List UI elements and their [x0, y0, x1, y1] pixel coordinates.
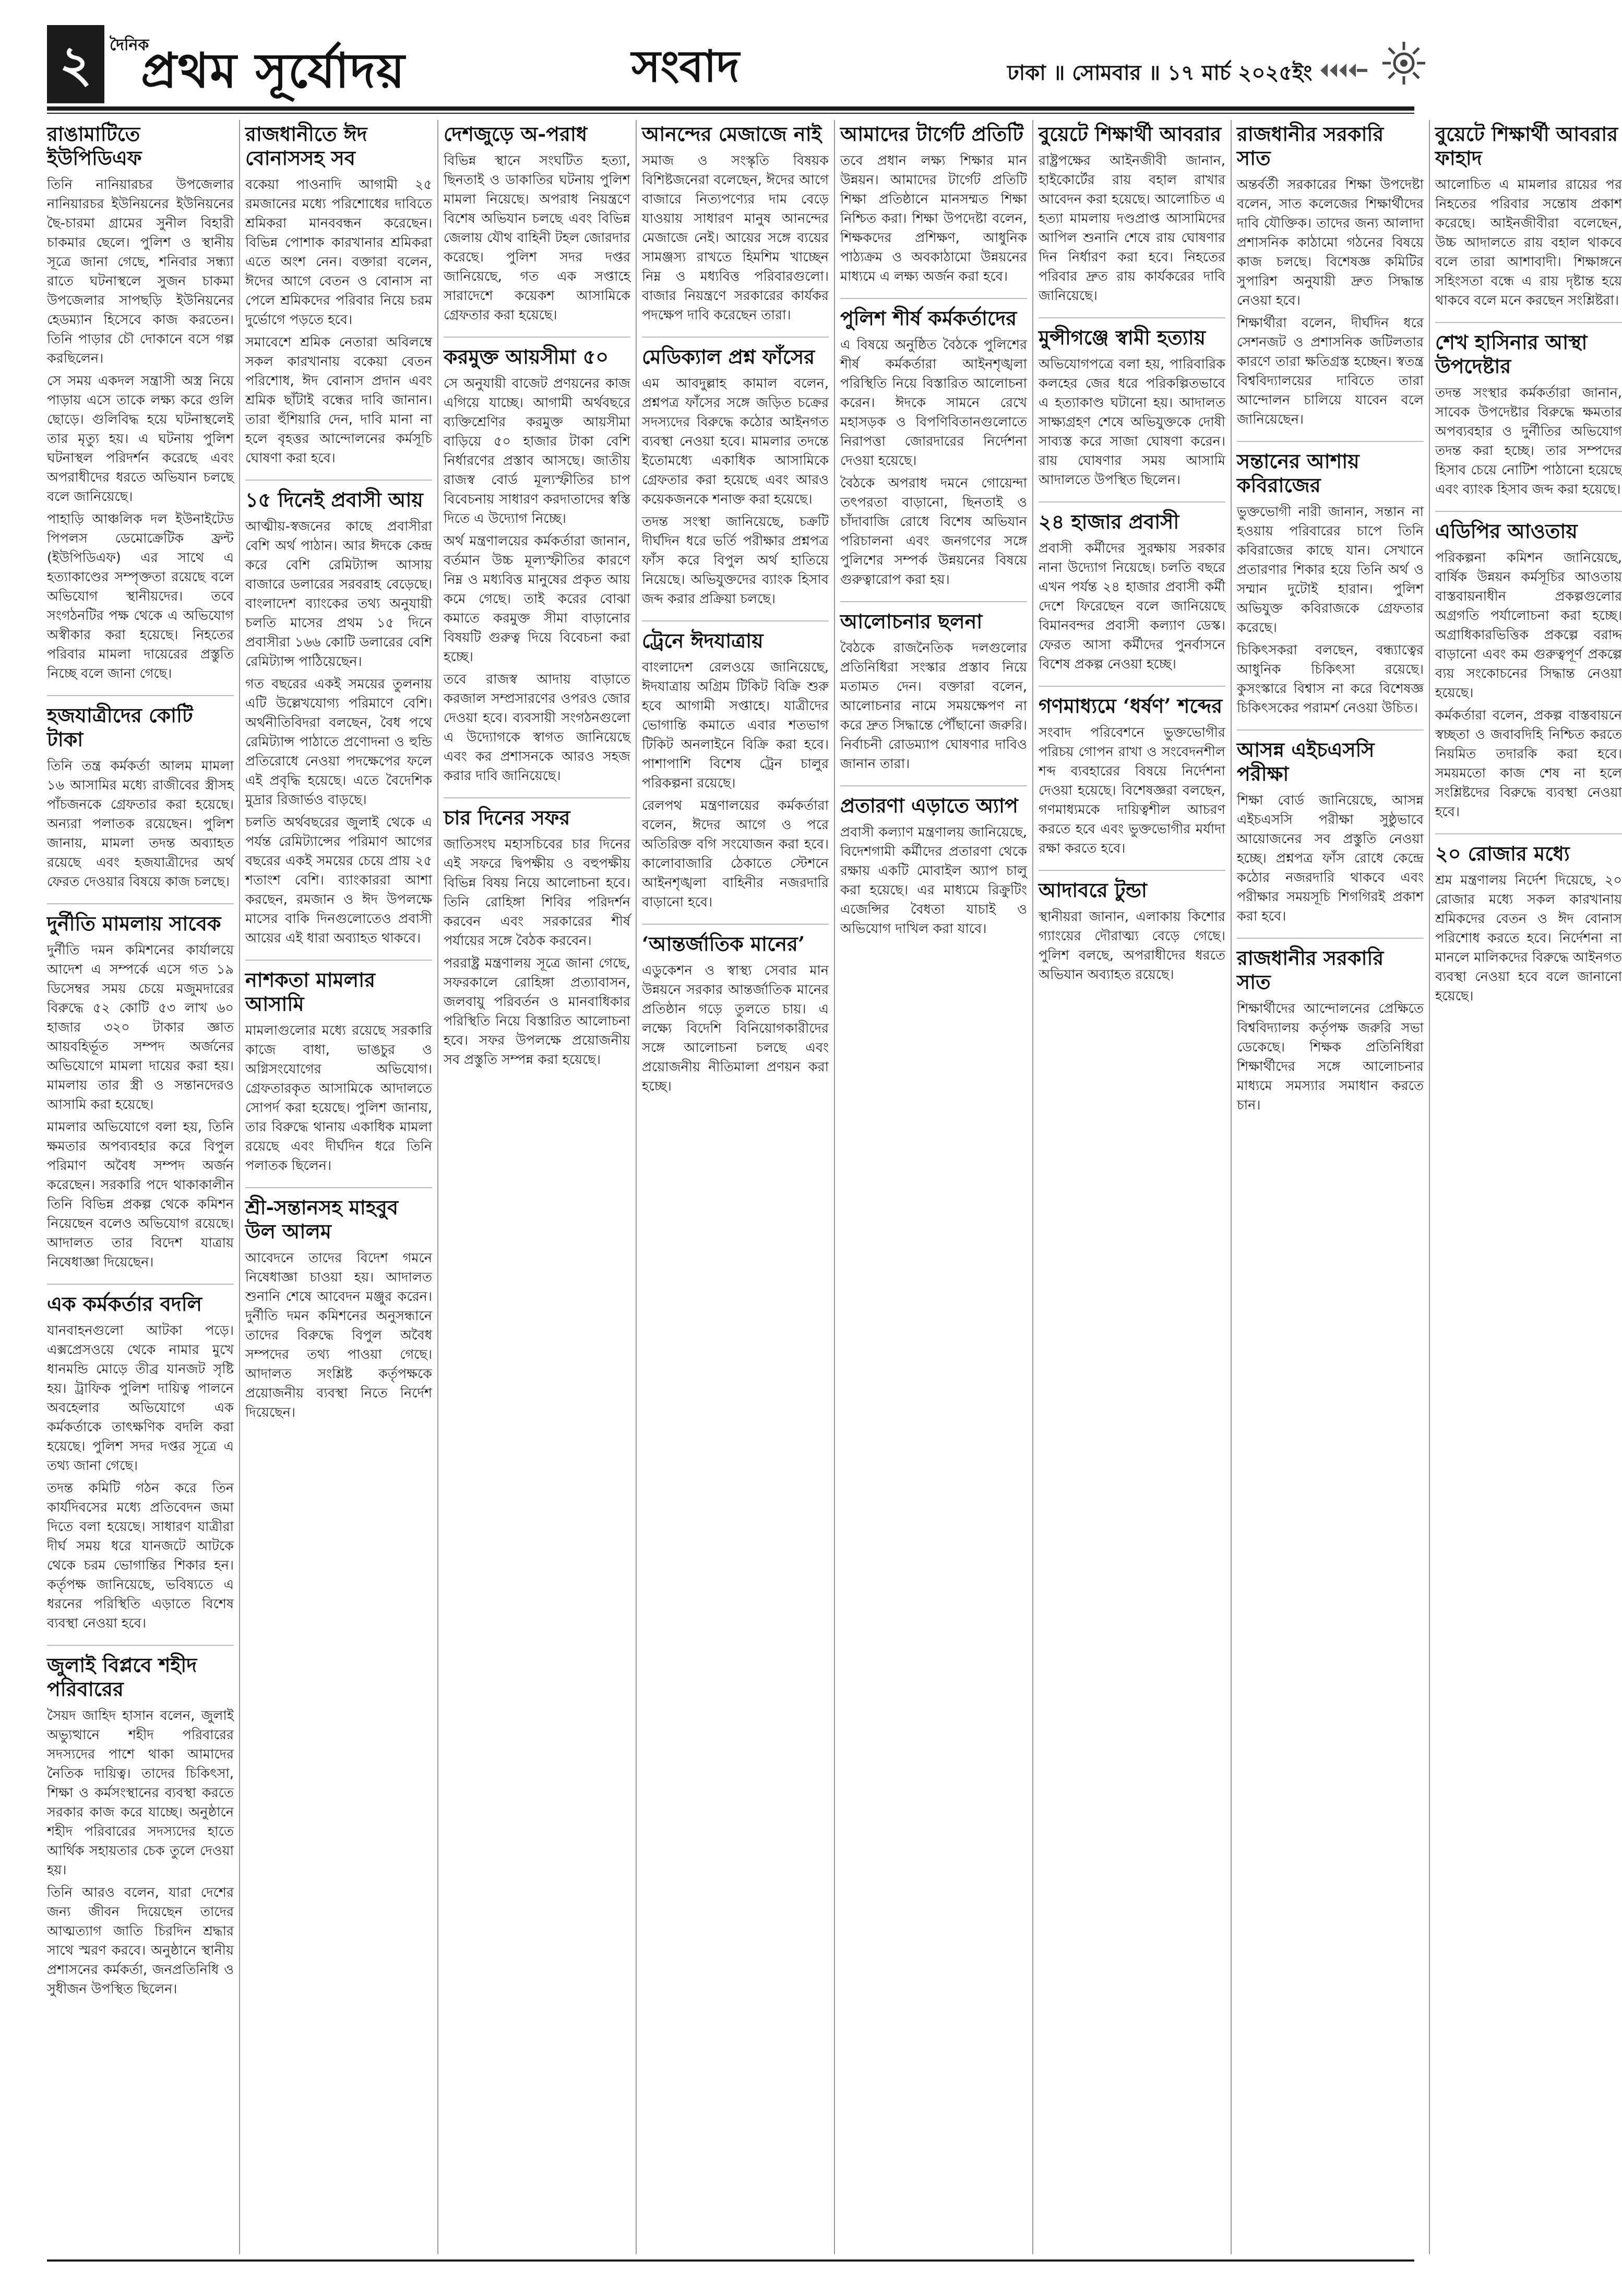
news-story [444, 122, 630, 325]
story-divider [840, 785, 1027, 786]
story-paragraph: বিভিন্ন স্থানে সংঘটিত হত্যা, ছিনতাই ও ডাকাতির ঘটনায় পুলিশ মামলা নিয়েছে। অপরাধ নিয়ন্ত্রণে বিশেষ অভিযান চলছে এবং বিভিন্ন জেলায় যৌথ বাহিনী টহল জোরদার করেছে। পুলিশ সদর দপ্তর জানিয়েছে, গত এক সপ্তাহে সারাদেশে কয়েকশ আসামিকে গ্রেফতার করা হয়েছে। [444, 153, 630, 323]
news-story [840, 122, 1027, 286]
story-paragraph: শিক্ষার্থীরা বলেন, দীর্ঘদিন ধরে সেশনজট ও প্রশাসনিক জটিলতার কারণে তারা ক্ষতিগ্রস্ত হচ্ছেন। স্বতন্ত্র বিশ্ববিদ্যালয়ের দাবিতে তারা আন্দোলন চালিয়ে যাবেন বলে জানিয়েছেন। [1237, 315, 1424, 427]
story-headline: দুর্নীতি মামলায় সাবেক [47, 912, 221, 935]
story-paragraph: তদন্ত সংস্থার কর্মকর্তারা জানান, সাবেক উপদেষ্টার বিরুদ্ধে ক্ষমতার অপব্যবহার ও দুর্নীতির অভিযোগ তদন্ত করা হচ্ছে। তার সম্পদের হিসাব চেয়ে নোটিশ পাঠানো হয়েছে এবং ব্যাংক হিসাব জব্দ করা হয়েছে। [1435, 385, 1622, 497]
story-divider [245, 1187, 432, 1188]
news-story [245, 968, 432, 1176]
news-story [1435, 519, 1622, 822]
story-divider [642, 337, 829, 338]
story-headline: ২০ রোজার মধ্যে [1435, 842, 1570, 865]
news-story [1237, 122, 1424, 429]
story-paragraph: পাহাড়ি আঞ্চলিক দল ইউনাইটেড পিপলস ডেমোক্রেটিক ফ্রন্ট (ইউপিডিএফ) এর সাথে এ হত্যাকাণ্ডের সম্পৃক্ততা রয়েছে বলে অভিযোগ স্থানীয়দের। তবে সংগঠনটির পক্ষ থেকে এ অভিযোগ অস্বীকার করা হয়েছে। নিহতের পরিবার মামলা দায়েরের প্রস্তুতি নিচ্ছে বলে জানা গেছে। [47, 511, 234, 681]
news-story [1237, 738, 1424, 926]
column-separator [1429, 120, 1430, 2254]
story-paragraph: সংবাদ পরিবেশনে ভুক্তভোগীর পরিচয় গোপন রাখা ও সংবেদনশীল শব্দ ব্যবহারের বিষয়ে নির্দেশনা দেওয়া হয়েছে। বিশেষজ্ঞরা বলছেন, গণমাধ্যমকে দায়িত্বশীল আচরণ করতে হবে এবং ভুক্তভোগীর মর্যাদা রক্ষা করতে হবে। [1039, 725, 1225, 856]
story-headline: রাজধানীর সরকারি সাত [1237, 122, 1384, 170]
story-divider [1435, 322, 1622, 323]
article-columns [47, 120, 1622, 2254]
story-divider [245, 960, 432, 961]
story-divider [47, 1645, 234, 1646]
story-paragraph: যানবাহনগুলো আটকা পড়ে। এক্সপ্রেসওয়ে থেকে নামার মুখে ধানমন্ডি মোড়ে তীব্র যানজট সৃষ্টি হয়। ট্রাফিক পুলিশ দায়িত্ব পালনে অবহেলার অভিযোগে এক কর্মকর্তাকে তাৎক্ষণিক বদলি করা হয়েছে। পুলিশ সদর দপ্তর সূত্রে এ তথ্য জানা গেছে। [47, 1323, 234, 1474]
news-story [840, 306, 1027, 590]
story-paragraph: শিক্ষা বোর্ড জানিয়েছে, আসন্ন এইচএসসি পরীক্ষা সুষ্ঠুভাবে আয়োজনের সব প্রস্তুতি নেওয়া হচ্ছে। প্রশ্নপত্র ফাঁস রোধে কেন্দ্রে কঠোর নজরদারি থাকবে এবং পরীক্ষার সময়সূচি শিগগিরই প্রকাশ করা হবে। [1237, 793, 1424, 924]
story-paragraph: গত বছরের একই সময়ের তুলনায় এটি উল্লেখযোগ্য পরিমাণে বেশি। অর্থনীতিবিদরা বলছেন, বৈধ পথে রেমিট্যান্স পাঠাতে প্রণোদনা ও হুন্ডি প্রতিরোধে নেওয়া পদক্ষেপের ফলে এই প্রবৃদ্ধি হয়েছে। এতে বৈদেশিক মুদ্রার রিজার্ভও বাড়ছে। [245, 676, 432, 808]
column-4 [642, 120, 829, 2254]
news-story [245, 122, 432, 468]
story-headline: আনন্দের মেজাজে নাই [642, 122, 822, 146]
story-paragraph: রেলপথ মন্ত্রণালয়ের কর্মকর্তারা বলেন, ঈদের আগে ও পরে অতিরিক্ত বগি সংযোজন করা হবে। কালোবাজারি ঠেকাতে স্টেশনে আইনশৃঙ্খলা বাহিনীর নজরদারি বাড়ানো হবে। [642, 798, 829, 910]
column-separator [437, 120, 438, 2254]
news-story [47, 122, 234, 684]
story-headline: আদাবরে টুন্ডা [1039, 878, 1147, 902]
story-divider [47, 1284, 234, 1285]
news-story [840, 609, 1027, 774]
page-number: ২ [47, 25, 104, 103]
story-paragraph: পররাষ্ট্র মন্ত্রণালয় সূত্রে জানা গেছে, সফরকালে রোহিঙ্গা প্রত্যাবাসন, জলবায়ু পরিবর্তন ও মানবাধিকার পরিস্থিতি নিয়ে বিস্তারিত আলোচনা হবে। সফর উপলক্ষে প্রয়োজনীয় সব প্রস্তুতি সম্পন্ন করা হয়েছে। [444, 955, 630, 1068]
news-story [245, 488, 432, 948]
column-1 [47, 120, 234, 2254]
sun-ornament-icon [1380, 40, 1427, 87]
story-paragraph: সৈয়দ জাহিদ হাসান বলেন, জুলাই অভ্যুত্থানে শহীদ পরিবারের সদস্যদের পাশে থাকা আমাদের নৈতিক দায়িত্ব। তাদের চিকিৎসা, শিক্ষা ও কর্মসংস্থানের ব্যবস্থা করতে সরকার কাজ করে যাচ্ছে। অনুষ্ঠানে শহীদ পরিবারের সদস্যদের হাতে আর্থিক সহায়তার চেক তুলে দেওয়া হয়। [47, 1708, 234, 1878]
story-paragraph: ভুক্তভোগী নারী জানান, সন্তান না হওয়ায় পরিবারের চাপে তিনি কবিরাজের কাছে যান। সেখানে প্রতারণার শিকার হয়ে তিনি অর্থ ও সম্মান দুটোই হারান। পুলিশ অভিযুক্ত কবিরাজকে গ্রেফতার করেছে। [1237, 504, 1424, 636]
news-story [1435, 842, 1622, 1006]
story-headline: ‘আন্তর্জাতিক মানের’ [642, 932, 805, 955]
news-story [642, 932, 829, 1096]
news-story [1039, 326, 1225, 490]
story-headline: আলোচনার ছলনা [840, 609, 983, 633]
news-story [1039, 510, 1225, 674]
news-story [1435, 122, 1622, 310]
news-story [47, 1292, 234, 1633]
story-divider [1237, 441, 1424, 442]
story-headline: দেশজুড়ে অ-পরাধ [444, 122, 588, 146]
story-paragraph: তিনি তন্ত্র কর্মকর্তা আলম মামলা ১৬ আসামির মধ্যে রাজীবের স্ত্রীসহ পাঁচজনকে গ্রেফতার করা হয়েছে। অন্যরা পলাতক রয়েছেন। পুলিশ জানায়, মামলা তদন্ত অব্যাহত রয়েছে এবং হজযাত্রীদের অর্থ ফেরত দেওয়ার বিষয়ে কাজ চলছে। [47, 758, 234, 890]
news-story [245, 1195, 432, 1422]
story-headline: পুলিশ শীর্ষ কর্মকর্তাদের [840, 306, 1017, 330]
story-paragraph: প্রবাসী কল্যাণ মন্ত্রণালয় জানিয়েছে, বিদেশগামী কর্মীদের প্রতারণা থেকে রক্ষায় একটি মোবাইল অ্যাপ চালু করা হয়েছে। এর মাধ্যমে রিক্রুটিং এজেন্সির বৈধতা যাচাই ও অভিযোগ দাখিল করা যাবে। [840, 824, 1027, 937]
story-paragraph: রাষ্ট্রপক্ষের আইনজীবী জানান, হাইকোর্টের রায় বহাল রাখার আবেদন করা হয়েছে। আলোচিত এ হত্যা মামলায় দণ্ডপ্রাপ্ত আসামিদের আপিল শুনানি শেষে রায় ঘোষণার দিন নির্ধারণ করা হবে। নিহতের পরিবার দ্রুত রায় কার্যকরের দাবি জানিয়েছে। [1039, 153, 1225, 304]
story-paragraph: বাংলাদেশ রেলওয়ে জানিয়েছে, ঈদযাত্রায় অগ্রিম টিকিট বিক্রি শুরু হবে আগামী সপ্তাহে। যাত্রীদের ভোগান্তি কমাতে এবার শতভাগ টিকিট অনলাইনে বিক্রি করা হবে। পাশাপাশি বিশেষ ট্রেন চালুর পরিকল্পনা রয়েছে। [642, 660, 829, 791]
story-paragraph: মামলাগুলোর মধ্যে রয়েছে সরকারি কাজে বাধা, ভাঙচুর ও অগ্নিসংযোগের অভিযোগ। গ্রেফতারকৃত আসামিকে আদালতে সোপর্দ করা হয়েছে। পুলিশ জানায়, তার বিরুদ্ধে থানায় একাধিক মামলা রয়েছে এবং দীর্ঘদিন ধরে তিনি পলাতক ছিলেন। [245, 1023, 432, 1174]
logo-wordmark: প্রথম সূর্যোদয় [141, 42, 406, 99]
news-story [47, 703, 234, 892]
story-paragraph: বৈঠকে অপরাধ দমনে গোয়েন্দা তৎপরতা বাড়ানো, ছিনতাই ও চাঁদাবাজি রোধে বিশেষ অভিযান পরিচালনা এবং জনগণের সঙ্গে পুলিশের সম্পর্ক উন্নয়নের বিষয়ে গুরুত্বারোপ করা হয়। [840, 475, 1027, 588]
column-8 [1435, 120, 1622, 2254]
story-headline: জুলাই বিপ্লবে শহীদ পরিবারের [47, 1653, 197, 1701]
news-story [1237, 946, 1424, 1115]
story-divider [47, 903, 234, 904]
column-3 [444, 120, 630, 2254]
story-headline: রাঙামাটিতে ইউপিডিএফ [47, 122, 142, 170]
logo-daily-label: দৈনিক [110, 36, 149, 54]
story-paragraph: কর্মকর্তারা বলেন, প্রকল্প বাস্তবায়নে স্বচ্ছতা ও জবাবদিহি নিশ্চিত করতে নিয়মিত তদারকি করা হবে। সময়মতো কাজ শেষ না হলে সংশ্লিষ্টদের বিরুদ্ধে ব্যবস্থা নেওয়া হবে। [1435, 708, 1622, 820]
story-headline: মেডিক্যাল প্রশ্ন ফাঁসের [642, 345, 815, 368]
story-paragraph: মামলার অভিযোগে বলা হয়, তিনি ক্ষমতার অপব্যবহার করে বিপুল পরিমাণ অবৈধ সম্পদ অর্জন করেছেন। সরকারি পদে থাকাকালীন তিনি বিভিন্ন প্রকল্প থেকে কমিশন নিয়েছেন বলেও অভিযোগ রয়েছে। আদালত তার বিদেশ যাত্রায় নিষেধাজ্ঞা দিয়েছেন। [47, 1119, 234, 1270]
news-story [840, 794, 1027, 939]
story-divider [1435, 833, 1622, 834]
story-paragraph: তদন্ত সংস্থা জানিয়েছে, চক্রটি দীর্ঘদিন ধরে ভর্তি পরীক্ষার প্রশ্নপত্র ফাঁস করে বিপুল অর্থ হাতিয়ে নিয়েছে। অভিযুক্তদের ব্যাংক হিসাব জব্দ করার প্রক্রিয়া চলছে। [642, 514, 829, 607]
news-story [642, 122, 829, 325]
column-separator [1032, 120, 1033, 2254]
story-paragraph: তদন্ত কমিটি গঠন করে তিন কার্যদিবসের মধ্যে প্রতিবেদন জমা দিতে বলা হয়েছে। সাধারণ যাত্রীরা দীর্ঘ সময় ধরে যানজটে আটকে থেকে চরম ভোগান্তির শিকার হন। কর্তৃপক্ষ জানিয়েছে, ভবিষ্যতে এ ধরনের পরিস্থিতি এড়াতে বিশেষ ব্যবস্থা নেওয়া হবে। [47, 1480, 234, 1631]
dateline: ঢাকা ॥ সোমবার ॥ ১৭ মার্চ ২০২৫ইং [1007, 61, 1313, 85]
story-headline: গণমাধ্যমে ‘ধর্ষণ’ শব্দের [1039, 694, 1223, 718]
story-paragraph: অভিযোগপত্রে বলা হয়, পারিবারিক কলহের জের ধরে পরিকল্পিতভাবে এ হত্যাকাণ্ড ঘটানো হয়। আদালত সাক্ষ্যগ্রহণ শেষে অভিযুক্তকে দোষী সাব্যস্ত করে সাজা ঘোষণা করেন। রায় ঘোষণার সময় আসামি আদালতে উপস্থিত ছিলেন। [1039, 356, 1225, 488]
arrow-ornament-icon [1320, 62, 1367, 79]
story-headline: আসন্ন এইচএসসি পরীক্ষা [1237, 738, 1375, 785]
story-paragraph: সমাবেশে শ্রমিক নেতারা অবিলম্বে সকল কারখানায় বকেয়া বেতন পরিশোধ, ঈদ বোনাস প্রদান এবং শ্রমিক ছাঁটাই বন্ধের দাবি জানান। তারা হুঁশিয়ারি দেন, দাবি মানা না হলে বৃহত্তর আন্দোলনের কর্মসূচি ঘোষণা করা হবে। [245, 334, 432, 466]
story-divider [47, 695, 234, 696]
story-divider [1039, 870, 1225, 871]
story-paragraph: স্থানীয়রা জানান, এলাকায় কিশোর গ্যাংয়ের দৌরাত্ম্য বেড়ে গেছে। পুলিশ বলছে, অপরাধীদের ধরতে অভিযান অব্যাহত রয়েছে। [1039, 909, 1225, 983]
story-divider [840, 601, 1027, 602]
story-paragraph: জাতিসংঘ মহাসচিবের চার দিনের এই সফরে দ্বিপক্ষীয় ও বহুপক্ষীয় বিভিন্ন বিষয় নিয়ে আলোচনা হবে। তিনি রোহিঙ্গা শিবির পরিদর্শন করবেন এবং সরকারের শীর্ষ পর্যায়ের সঙ্গে বৈঠক করবেন। [444, 836, 630, 949]
story-paragraph: চিকিৎসকরা বলছেন, বন্ধ্যাত্বের আধুনিক চিকিৎসা রয়েছে। কুসংস্কারে বিশ্বাস না করে বিশেষজ্ঞ চিকিৎসকের পরামর্শ নেওয়া উচিত। [1237, 642, 1424, 716]
story-divider [1237, 730, 1424, 731]
column-5 [840, 120, 1027, 2254]
column-6 [1039, 120, 1225, 2254]
news-story [642, 345, 829, 609]
masthead-rule-thin [47, 113, 1414, 114]
story-headline: মুন্সীগঞ্জে স্বামী হত্যায় [1039, 326, 1206, 349]
story-headline: এক কর্মকর্তার বদলি [47, 1292, 202, 1316]
column-separator [636, 120, 637, 2254]
column-separator [834, 120, 835, 2254]
story-paragraph: শ্রম মন্ত্রণালয় নির্দেশ দিয়েছে, ২০ রোজার মধ্যে সকল কারখানায় শ্রমিকদের বেতন ও ঈদ বোনাস পরিশোধ করতে হবে। নির্দেশনা না মানলে মালিকদের বিরুদ্ধে আইনগত ব্যবস্থা নেওয়া হবে বলে জানানো হয়েছে। [1435, 872, 1622, 1004]
story-divider [444, 337, 630, 338]
story-paragraph: এডুকেশন ও স্বাস্থ্য সেবার মান উন্নয়নে সরকার আন্তর্জাতিক মানের প্রতিষ্ঠান গড়ে তুলতে চায়। এ লক্ষ্যে বিদেশি বিনিয়োগকারীদের সঙ্গে আলোচনা চলছে এবং প্রয়োজনীয় নীতিমালা প্রণয়ন করা হচ্ছে। [642, 963, 829, 1094]
story-paragraph: তবে রাজস্ব আদায় বাড়াতে করজাল সম্প্রসারণের ওপরও জোর দেওয়া হবে। ব্যবসায়ী সংগঠনগুলো এ উদ্যোগকে স্বাগত জানিয়েছে এবং কর প্রশাসনকে আরও সহজ করার দাবি জানিয়েছে। [444, 672, 630, 784]
story-divider [642, 924, 829, 925]
story-paragraph: তবে প্রধান লক্ষ্য শিক্ষার মান উন্নয়ন। আমাদের টার্গেট প্রতিটি শিক্ষা প্রতিষ্ঠানে মানসম্মত শিক্ষা নিশ্চিত করা। শিক্ষা উপদেষ্টা বলেন, শিক্ষকদের প্রশিক্ষণ, আধুনিক পাঠ্যক্রম ও অবকাঠামো উন্নয়নের মাধ্যমে এ লক্ষ্য অর্জন করা হবে। [840, 153, 1027, 284]
news-story [1039, 122, 1225, 306]
story-divider [444, 797, 630, 798]
story-paragraph: বকেয়া পাওনাদি আগামী ২৫ রমজানের মধ্যে পরিশোধের দাবিতে শ্রমিকরা মানববন্ধন করেছেন। বিভিন্ন পোশাক কারখানার শ্রমিকরা এতে অংশ নেন। বক্তারা বলেন, ঈদের আগে বেতন ও বোনাস না পেলে শ্রমিকদের পরিবার নিয়ে চরম দুর্ভোগে পড়তে হবে। [245, 177, 432, 328]
story-divider [1039, 501, 1225, 503]
story-paragraph: এ বিষয়ে অনুষ্ঠিত বৈঠকে পুলিশের শীর্ষ কর্মকর্তারা আইনশৃঙ্খলা পরিস্থিতি নিয়ে বিস্তারিত আলোচনা করেন। ঈদকে সামনে রেখে মহাসড়ক ও বিপণিবিতানগুলোতে নিরাপত্তা জোরদারের নির্দেশনা দেওয়া হয়েছে। [840, 337, 1027, 469]
story-paragraph: এম আবদুল্লাহ কামাল বলেন, প্রশ্নপত্র ফাঁসের সঙ্গে জড়িত চক্রের সদস্যদের বিরুদ্ধে কঠোর আইনগত ব্যবস্থা নেওয়া হবে। মামলার তদন্তে ইতোমধ্যে একাধিক আসামিকে গ্রেফতার করা হয়েছে এবং আরও কয়েকজনকে শনাক্ত করা হয়েছে। [642, 376, 829, 507]
story-divider [1435, 511, 1622, 512]
story-headline: সন্তানের আশায় কবিরাজের [1237, 449, 1359, 497]
story-headline: প্রতারণা এড়াতে অ্যাপ [840, 794, 1018, 817]
story-paragraph: আবেদনে তাদের বিদেশ গমনে নিষেধাজ্ঞা চাওয়া হয়। আদালত শুনানি শেষে আবেদন মঞ্জুর করেন। দুর্নীতি দমন কমিশনের অনুসন্ধানে তাদের বিরুদ্ধে বিপুল অবৈধ সম্পদের তথ্য পাওয়া গেছে। আদালত সংশ্লিষ্ট কর্তৃপক্ষকে প্রয়োজনীয় ব্যবস্থা নিতে নির্দেশ দিয়েছেন। [245, 1250, 432, 1420]
story-paragraph: বৈঠকে রাজনৈতিক দলগুলোর প্রতিনিধিরা সংস্কার প্রস্তাব নিয়ে মতামত দেন। বক্তারা বলেন, আলোচনার নামে সময়ক্ষেপণ না করে দ্রুত সিদ্ধান্তে পৌঁছানো জরুরি। নির্বাচনী রোডম্যাপ ঘোষণার দাবিও জানান তারা। [840, 640, 1027, 772]
story-headline: ২৪ হাজার প্রবাসী [1039, 510, 1179, 533]
story-headline: শেখ হাসিনার আস্থা উপদেষ্টার [1435, 330, 1588, 378]
section-title: সংবাদ [631, 40, 740, 92]
news-story [444, 345, 630, 786]
news-story [47, 912, 234, 1272]
news-story [1435, 330, 1622, 499]
story-headline: বুয়েটে শিক্ষার্থী আবরার [1039, 122, 1222, 146]
column-7 [1237, 120, 1424, 2254]
story-paragraph: তিনি আরও বলেন, যারা দেশের জন্য জীবন দিয়েছেন তাদের আত্মত্যাগ জাতি চিরদিন শ্রদ্ধার সাথে স্মরণ করবে। অনুষ্ঠানে স্থানীয় প্রশাসনের কর্মকর্তা, জনপ্রতিনিধি ও সুধীজন উপস্থিত ছিলেন। [47, 1885, 234, 1997]
news-story [1039, 878, 1225, 985]
story-headline: বুয়েটে শিক্ষার্থী আবরার ফাহাদ [1435, 122, 1618, 170]
story-paragraph: দুর্নীতি দমন কমিশনের কার্যালয়ে আদেশ এ সম্পর্কে এসে গত ১৯ ডিসেম্বর সময় চেয়ে মজুমদারের বিরুদ্ধে ৫২ কোটি ৫৩ লাখ ৬০ হাজার ৩২০ টাকার জ্ঞাত আয়বহির্ভূত সম্পদ অর্জনের অভিযোগে মামলা দায়ের করা হয়। মামলায় তার স্ত্রী ও সন্তানদেরও আসামি করা হয়েছে। [47, 942, 234, 1113]
newspaper-logo [110, 28, 517, 101]
story-headline: ১৫ দিনেই প্রবাসী আয় [245, 488, 423, 511]
news-story [1237, 449, 1424, 718]
story-headline: চার দিনের সফর [444, 806, 570, 829]
column-separator [1231, 120, 1232, 2254]
story-paragraph: সমাজ ও সংস্কৃতি বিষয়ক বিশিষ্টজনেরা বলেছেন, ঈদের আগে বাজারে নিত্যপণ্যের দাম বেড়ে যাওয়ায় সাধারণ মানুষ আনন্দের মেজাজে নেই। আয়ের সঙ্গে ব্যয়ের সামঞ্জস্য রাখতে হিমশিম খাচ্ছেন নিম্ন ও মধ্যবিত্ত পরিবারগুলো। বাজার নিয়ন্ত্রণে সরকারের কার্যকর পদক্ষেপ দাবি করেছেন তারা। [642, 153, 829, 323]
story-headline: শ্রী-সন্তানসহ মাহবুব উল আলম [245, 1195, 398, 1243]
story-headline: নাশকতা মামলার আসামি [245, 968, 375, 1015]
story-headline: এডিপির আওতায় [1435, 519, 1578, 543]
masthead [47, 25, 1414, 103]
news-story [642, 629, 829, 912]
story-paragraph: শিক্ষার্থীদের আন্দোলনের প্রেক্ষিতে বিশ্ববিদ্যালয় কর্তৃপক্ষ জরুরি সভা ডেকেছে। শিক্ষক প্রতিনিধিরা শিক্ষার্থীদের সঙ্গে আলোচনার মাধ্যমে সমস্যার সমাধান করতে চান। [1237, 1001, 1424, 1113]
story-divider [1237, 938, 1424, 939]
story-paragraph: পরিকল্পনা কমিশন জানিয়েছে, বার্ষিক উন্নয়ন কর্মসূচির আওতায় বাস্তবায়নাধীন প্রকল্পগুলোর অগ্রগতি পর্যালোচনা করা হচ্ছে। অগ্রাধিকারভিত্তিক প্রকল্পে বরাদ্দ বাড়ানো এবং কম গুরুত্বপূর্ণ প্রকল্পে ব্যয় সংকোচনের সিদ্ধান্ত নেওয়া হয়েছে। [1435, 550, 1622, 701]
story-paragraph: অর্থ মন্ত্রণালয়ের কর্মকর্তারা জানান, বর্তমান উচ্চ মূল্যস্ফীতির কারণে নিম্ন ও মধ্যবিত্ত মানুষের প্রকৃত আয় কমে গেছে। তাই করের বোঝা কমাতে করমুক্ত সীমা বাড়ানোর বিষয়টি গুরুত্ব দিয়ে বিবেচনা করা হচ্ছে। [444, 533, 630, 665]
story-paragraph: তিনি নানিয়ারচর উপজেলার নানিয়ারচর ইউনিয়নের ইউনিয়নের ছৈ-চারমা গ্রামের সুনীল বিহারী চাকমার ছেলে। পুলিশ ও স্থানীয় সূত্রে জানা গেছে, শনিবার সন্ধ্যা রাতে ঘটনাস্থলে সুজন চাকমা উপজেলার সাপছড়ি ইউনিয়নের হেডম্যান হিসেবে কাজ করতেন। তিনি পাড়ার চৌ দোকানে বসে গল্প করছিলেন। [47, 177, 234, 366]
story-divider [1039, 686, 1225, 687]
news-story [1039, 694, 1225, 858]
story-divider [642, 620, 829, 621]
story-headline: করমুক্ত আয়সীমা ৫০ [444, 345, 609, 368]
story-paragraph: আলোচিত এ মামলার রায়ের পর নিহতের পরিবার সন্তোষ প্রকাশ করেছে। আইনজীবীরা বলেছেন, উচ্চ আদালতে রায় বহাল থাকবে বলে তারা আশাবাদী। শিক্ষাঙ্গনে সহিংসতা বন্ধে এ রায় দৃষ্টান্ত হয়ে থাকবে বলে মনে করছেন সংশ্লিষ্টরা। [1435, 177, 1622, 308]
story-divider [840, 298, 1027, 299]
column-2 [245, 120, 432, 2254]
story-paragraph: আত্মীয়-স্বজনের কাছে প্রবাসীরা বেশি অর্থ পাঠান। আর ঈদকে কেন্দ্র করে বেশি রেমিট্যান্স আসায় বাজারে ডলারের সরবরাহ বেড়েছে। বাংলাদেশ ব্যাংকের তথ্য অনুযায়ী চলতি মাসের প্রথম ১৫ দিনে প্রবাসীরা ১৬৬ কোটি ডলারের বেশি রেমিট্যান্স পাঠিয়েছেন। [245, 519, 432, 669]
story-paragraph: প্রবাসী কর্মীদের সুরক্ষায় সরকার নানা উদ্যোগ নিয়েছে। চলতি বছরে এখন পর্যন্ত ২৪ হাজার প্রবাসী কর্মী দেশে ফিরেছেন বলে জানিয়েছে বিমানবন্দর প্রবাসী কল্যাণ ডেস্ক। ফেরত আসা কর্মীদের পুনর্বাসনে বিশেষ প্রকল্প নেওয়া হচ্ছে। [1039, 541, 1225, 672]
story-paragraph: সে সময় একদল সন্ত্রাসী অস্ত্র নিয়ে পাড়ায় এসে তাকে লক্ষ্য করে গুলি ছোড়ে। গুলিবিদ্ধ হয়ে ঘটনাস্থলেই তার মৃত্যু হয়। এ ঘটনায় পুলিশ ঘটনাস্থল পরিদর্শন করেছে এবং অপরাধীদের ধরতে অভিযান চলছে বলে জানিয়েছে। [47, 373, 234, 505]
news-story [444, 806, 630, 1070]
story-paragraph: অন্তর্বর্তী সরকারের শিক্ষা উপদেষ্টা বলেন, সাত কলেজের শিক্ষার্থীদের দাবি যৌক্তিক। তাদের জন্য আলাদা প্রশাসনিক কাঠামো গঠনের বিষয়ে কাজ চলছে। বিশেষজ্ঞ কমিটির সুপারিশ অনুযায়ী দ্রুত সিদ্ধান্ত নেওয়া হবে। [1237, 177, 1424, 308]
column-separator [239, 120, 240, 2254]
story-divider [245, 480, 432, 481]
story-headline: রাজধানীতে ঈদ বোনাসসহ সব [245, 122, 367, 170]
story-divider [1039, 317, 1225, 318]
story-headline: ট্রেনে ঈদযাত্রায় [642, 629, 764, 652]
story-paragraph: সে অনুযায়ী বাজেট প্রণয়নের কাজ এগিয়ে যাচ্ছে। আগামী অর্থবছরে ব্যক্তিশ্রেণির করমুক্ত আয়সীমা বাড়িয়ে ৫০ হাজার টাকা বেশি নির্ধারণের প্রস্তাব আসছে। জাতীয় রাজস্ব বোর্ড মূল্যস্ফীতির চাপ বিবেচনায় সাধারণ করদাতাদের স্বস্তি দিতে এ উদ্যোগ নিচ্ছে। [444, 376, 630, 527]
masthead-rule [47, 106, 1414, 111]
news-story [47, 1653, 234, 1999]
story-headline: আমাদের টার্গেট প্রতিটি [840, 122, 1023, 146]
story-paragraph: চলতি অর্থবছরের জুলাই থেকে এ পর্যন্ত রেমিট্যান্সের পরিমাণ আগের বছরের একই সময়ের চেয়ে প্রায় ২৫ শতাংশ বেশি। ব্যাংকাররা আশা করছেন, রমজান ও ঈদ উপলক্ষে মাসের বাকি দিনগুলোতেও প্রবাসী আয়ের এই ধারা অব্যাহত থাকবে। [245, 815, 432, 946]
story-headline: হজযাত্রীদের কোটি টাকা [47, 703, 193, 751]
story-headline: রাজধানীর সরকারি সাত [1237, 946, 1384, 994]
page-bottom-rule [47, 2259, 1414, 2262]
